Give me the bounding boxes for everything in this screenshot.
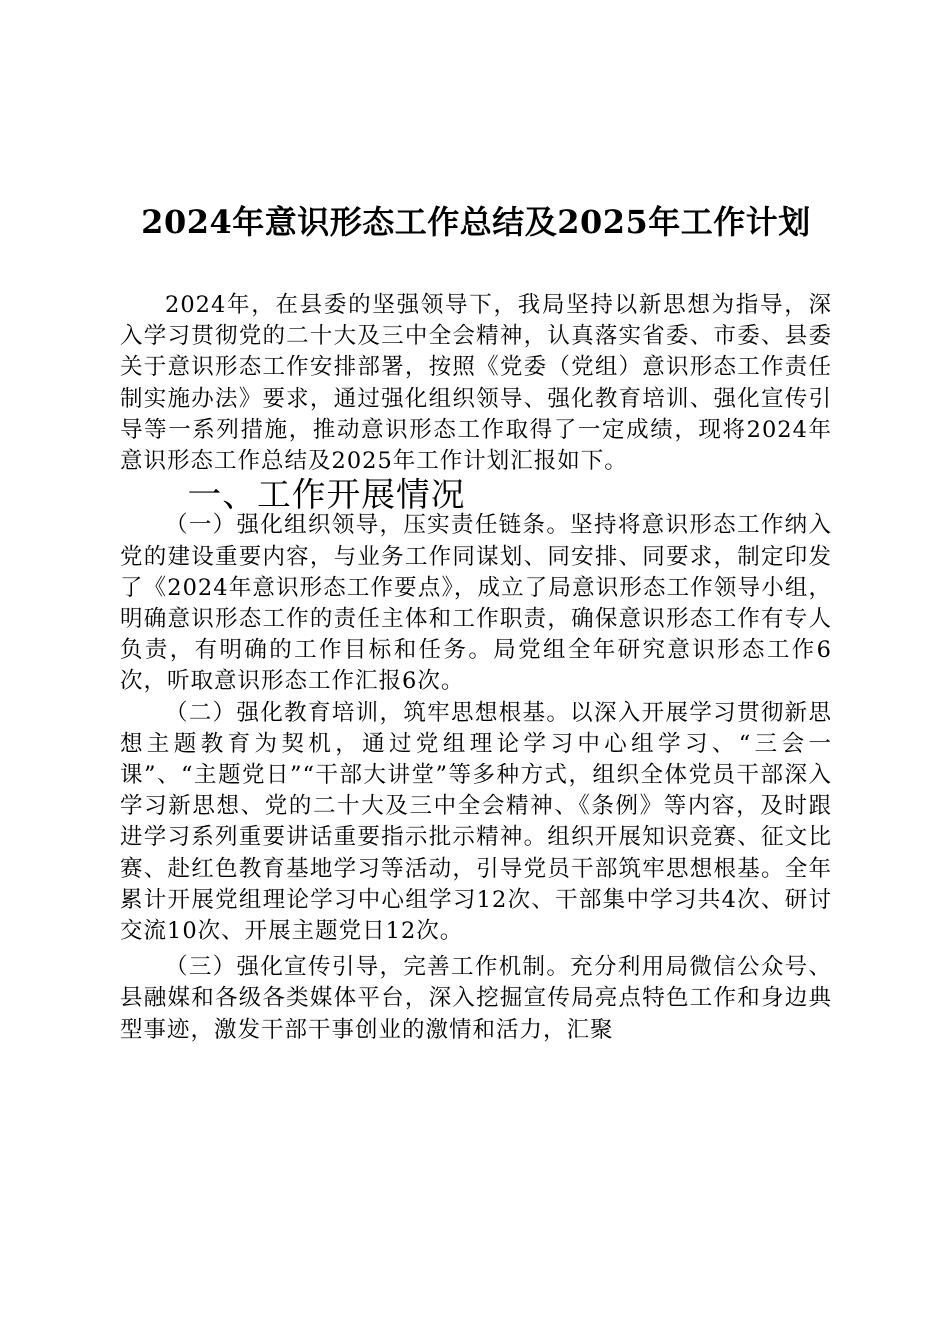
section-heading-work-progress: 一、工作开展情况 [187,475,466,515]
item-text-publicity: 充分利用局微信公众号、县融媒和各级各类媒体平台，深入挖掘宣传局亮点特色工作和身边典型事迹，激发干部干事创业的激情和活力，汇聚 [120,954,832,1043]
intro-paragraph: 2024年，在县委的坚强领导下，我局坚持以新思想为指导，深入学习贯彻党的二十大及三中全会精神，认真落实省委、市委、县委关于意识形态工作安排部署，按照《党委（党组）意识形态工作责任制实施办法》要求，通过强化组织领导、强化教育培训、强化宣传引导等一系列措施，推动意识形态工作取得了一定成绩，现将2024年意识形态工作总结及2025年工作计划汇报如下。 [120,292,832,475]
document-title: 2024年意识形态工作总结及2025年工作计划 [141,203,811,241]
item-lead-publicity: （三）强化宣传引导，完善工作机制。 [165,954,571,981]
item-paragraph-organization [120,510,832,697]
item-paragraph-education [120,698,832,948]
document-body [120,290,832,1046]
item-text-organization: 坚持将意识形态工作纳入党的建设重要内容，与业务工作同谋划、同安排、同要求，制定印发了《2024年意识形态工作要点》，成立了局意识形态工作领导小组，明确意识形态工作的责任主体和工作职责，确保意识形态工作有专人负责，有明确的工作目标和任务。局党组全年研究意识形态工作6次，听取意识形态工作汇报6次。 [120,512,832,695]
item-lead-education: （二）强化教育培训，筑牢思想根基。 [165,699,571,726]
item-paragraph-publicity [120,952,832,1046]
item-lead-organization: （一）强化组织领导，压实责任链条。 [165,512,571,539]
item-text-education: 以深入开展学习贯彻新思想主题教育为契机，通过党组理论学习中心组学习、“三会一课”、“主题党日”“干部大讲堂”等多种方式，组织全体党员干部深入学习新思想、党的二十大及三中全会精神、《条例》等内容，及时跟进学习系列重要讲话重要指示批示精神。组织开展知识竞赛、征文比赛、赴红色教育基地学习等活动，引导党员干部筑牢思想根基。全年累计开展党组理论学习中心组学习12次、干部集中学习共4次、研讨交流10次、开展主题党日12次。 [120,699,832,945]
